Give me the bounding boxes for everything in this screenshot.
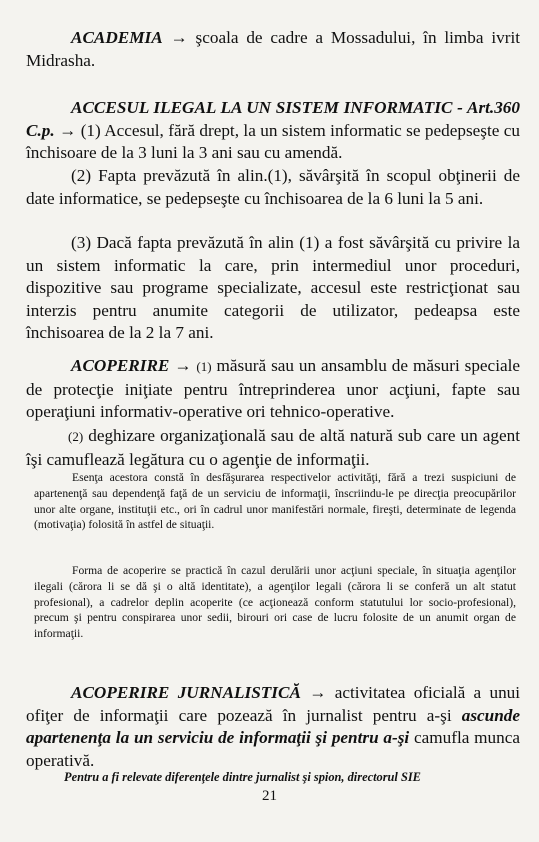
definition-1-text: măsură sau un ansamblu de măsuri speciale de protecţie iniţiate pentru întreprinderea unor acţiuni, fapte sau operaţiuni informativ-operative ori tehnico-operative. [26, 356, 520, 421]
acces-paragraph-3: (3) Dacă fapta prevăzută în alin (1) a fost săvârşită cu privire la un sistem informatic la care, prin intermediul unor proceduri, dispozitive sau programe specializate, accesul este restricţionat sau interzis pentru anumite categorii de utilizator, pedeapsa este închisoarea de la 2 la 7 ani. [26, 233, 520, 342]
jurnalistica-note [26, 768, 520, 786]
definition-number-1: (1) [196, 359, 212, 374]
jurnalistica-text-b: camufla munca operativă. [26, 728, 521, 770]
acoperire-definition-2 [26, 425, 520, 471]
paragraph-1-text: Accesul, fără drept, la un sistem informatic se pedepseşte cu închisoare de la 3 luni la 3 ani sau cu amendă. [26, 120, 521, 162]
definition-academia: şcoala de cadre a Mossadului, în limba ivrit Midrasha. [26, 28, 520, 70]
term-acces-ilegal: ACCESUL ILEGAL LA UN SISTEM INFORMATIC - Art.360 C.p. [26, 98, 520, 140]
entry-acoperire-jurnalistica [26, 682, 520, 772]
term-acoperire-jurnalistica: ACOPERIRE JURNALISTICĂ [71, 683, 301, 702]
jurnalistica-note-text: Pentru a fi relevate diferenţele dintre jurnalist şi spion, directorul SIE [64, 770, 421, 784]
term-acoperire: ACOPERIRE [71, 356, 170, 375]
definition-2-text: deghizare organizaţională sau de altă natură sub care un agent îşi camuflează legătura cu o agenţie de informaţii. [26, 426, 520, 469]
arrow-icon: → [170, 28, 188, 47]
acoperire-note-1: Esenţa acestora constă în desfăşurarea respectivelor activităţi, fără a trezi suspiciuni de apartenenţă sau dependenţă faţă de un serviciu de informaţii, înscriindu-le pe direcţia preocupărilor unor alte organe, instituţii etc., ori în cadrul unor manifestări normale, fireşti, determinate de legenda (motivaţia) folosită în astfel de situaţii. [34, 471, 516, 532]
entry-academia [26, 27, 520, 72]
jurnalistica-text-a: activitatea oficială a unui ofiţer de informaţii care pozează în jurnalist pentru a-şi [26, 683, 521, 725]
page-number: 21 [262, 788, 277, 804]
term-academia: ACADEMIA [71, 28, 163, 47]
jurnalistica-emphasis: ascunde apartenenţa la un serviciu de informaţii şi pentru a-şi [26, 705, 521, 747]
arrow-icon: → [174, 356, 192, 375]
entry-acoperire [26, 355, 520, 424]
definition-number-2: (2) [68, 429, 84, 444]
acces-paragraph-2: (2) Fapta prevăzută în alin.(1), săvârşită în scopul obţinerii de date informatice, se pedepseşte cu închisoarea de la 6 luni la 5 ani. [26, 166, 520, 208]
arrow-icon: → [309, 683, 327, 702]
paragraph-number: (1) [80, 120, 101, 140]
arrow-icon: → [59, 120, 77, 140]
acoperire-note-2: Forma de acoperire se practică în cazul derulării unor acţiuni speciale, în situaţia agenţilor ilegali (cărora li se dă şi o altă identitate), a agenţilor legali (cărora li se conferă un alt statut profesional), a cadrelor deplin acoperite (ce acţionează conform statutului lor socio-profesional), precum şi pentru conspirarea unor sedii, birouri ori case de lucru folosite de un anumit organ de informaţii. [34, 564, 516, 641]
entry-acces-ilegal [26, 97, 520, 165]
